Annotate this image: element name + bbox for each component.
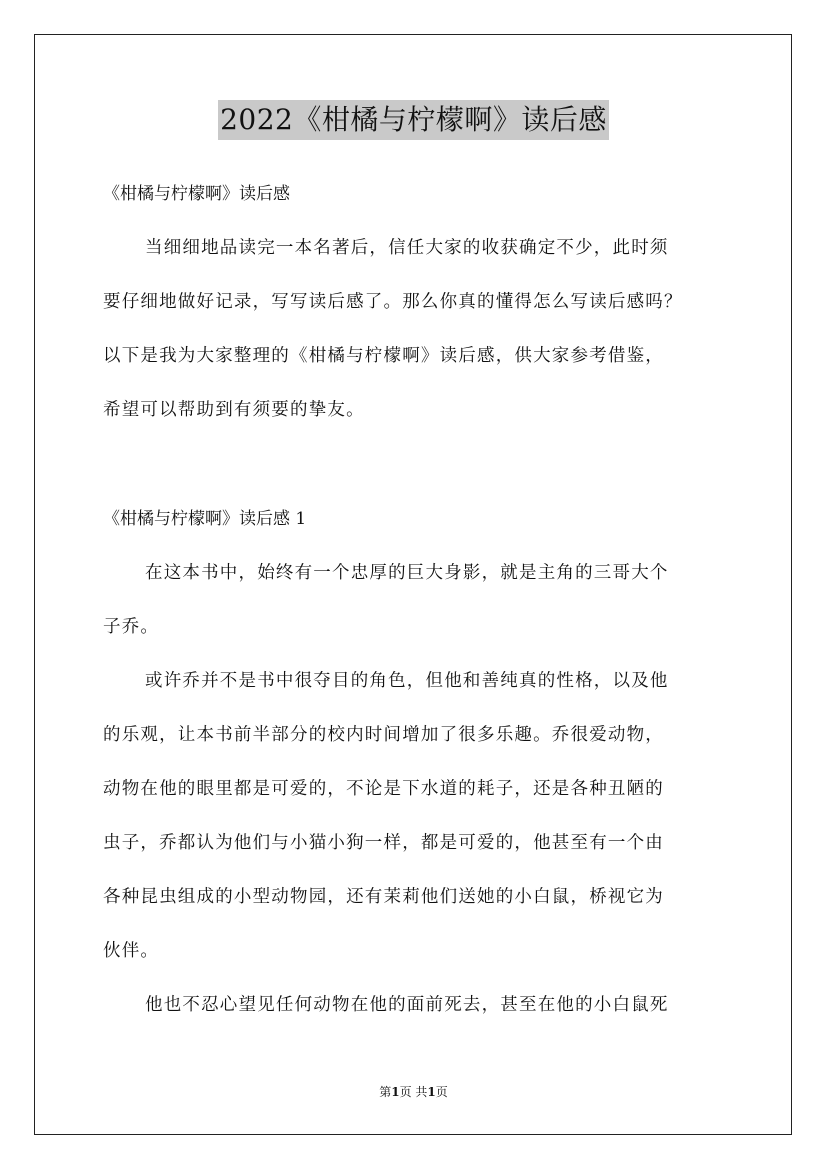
title-container — [0, 100, 827, 140]
intro-line: 以下是我为大家整理的《柑橘与柠檬啊》读后感，供大家参考借鉴， — [103, 346, 664, 366]
body-line: 虫子，乔都认为他们与小猫小狗一样，都是可爱的，他甚至有一个由 — [103, 833, 664, 853]
footer-prefix: 第 — [379, 1085, 392, 1099]
body-line: 伙伴。 — [103, 941, 160, 961]
body-line: 子乔。 — [103, 617, 160, 637]
body-line: 的乐观，让本书前半部分的校内时间增加了很多乐趣。乔很爱动物， — [103, 725, 664, 745]
body-line: 在这本书中，始终有一个忠厚的巨大身影，就是主角的三哥大个 — [145, 563, 669, 583]
section-heading: 《柑橘与柠檬啊》读后感 1 — [103, 509, 307, 529]
footer-page-total: 1 — [427, 1085, 436, 1099]
intro-line: 要仔细地做好记录，写写读后感了。那么你真的懂得怎么写读后感吗？ — [103, 292, 683, 312]
body-line: 动物在他的眼里都是可爱的，不论是下水道的耗子，还是各种丑陋的 — [103, 779, 664, 799]
intro-heading: 《柑橘与柠檬啊》读后感 — [103, 184, 290, 204]
document-title: 2022《柑橘与柠檬啊》读后感 — [218, 100, 609, 140]
footer-page-number: 1 — [391, 1085, 400, 1099]
body-line: 或许乔并不是书中很夺目的角色，但他和善纯真的性格，以及他 — [145, 671, 669, 691]
intro-line: 当细细地品读完一本名著后，信任大家的收获确定不少，此时须 — [145, 238, 669, 258]
body-line: 他也不忍心望见任何动物在他的面前死去，甚至在他的小白鼠死 — [145, 995, 669, 1015]
intro-line: 希望可以帮助到有须要的挚友。 — [103, 400, 365, 420]
body-line: 各种昆虫组成的小型动物园，还有茉莉他们送她的小白鼠，桥视它为 — [103, 887, 664, 907]
footer-mid: 页 共 — [399, 1085, 428, 1099]
page-footer — [0, 1084, 827, 1100]
footer-suffix: 页 — [435, 1085, 448, 1099]
